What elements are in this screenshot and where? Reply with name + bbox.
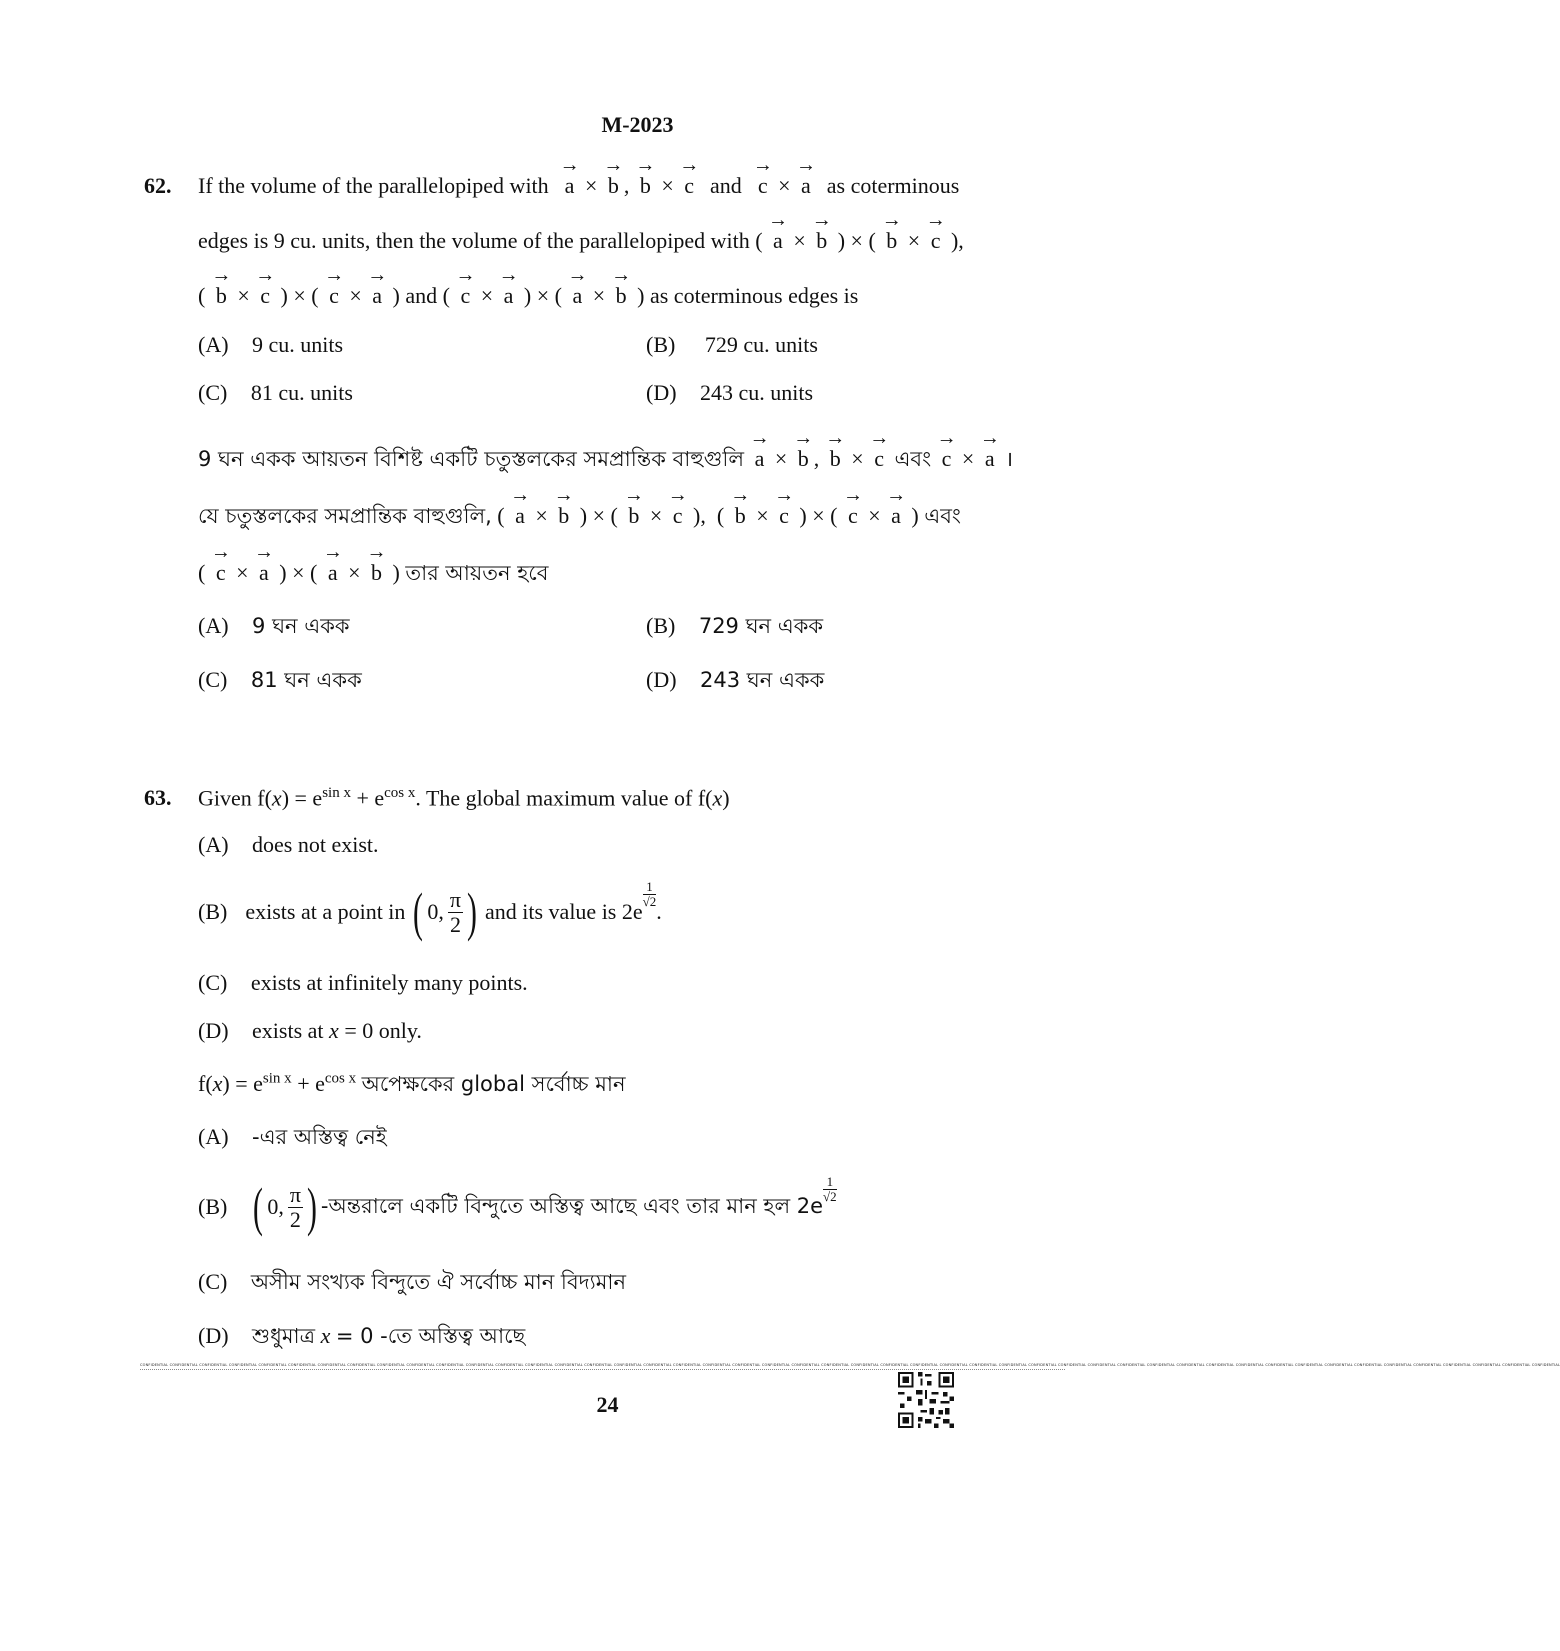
exponent: sin x	[262, 1070, 292, 1087]
var-x: x	[329, 1018, 339, 1043]
denominator: 2	[289, 1206, 301, 1232]
option-text: -এর অস্তিত্ব নেই	[252, 1125, 387, 1149]
var-x: x	[212, 1071, 223, 1096]
q63-text: + e	[291, 1071, 325, 1096]
q62-bn-danda: ।	[1005, 447, 1014, 471]
option-text: does not exist.	[252, 832, 379, 857]
exponent: cos x	[324, 1070, 357, 1087]
denominator: √2	[642, 893, 657, 909]
option-label: (D)	[198, 1018, 229, 1043]
q62-en-option-a	[198, 332, 343, 358]
vec-b: → b	[825, 446, 846, 472]
q62-en-line-2: edges is 9 cu. units, then the volume of the parallelopiped with ( → a × → b ) × ( → b × → c ),	[198, 228, 964, 254]
vec-a: → a	[254, 560, 274, 586]
vec-a: → a	[886, 503, 906, 529]
vec-c: → c	[668, 503, 688, 529]
q62-bn-text-3: তার আয়তন হবে	[405, 561, 549, 585]
numerator: 1	[823, 1175, 837, 1190]
vec-a: → a	[567, 283, 587, 309]
denominator: √2	[823, 1188, 837, 1204]
q62-bn-option-b	[646, 610, 823, 645]
vec-b: → b	[811, 228, 832, 254]
option-text: শুধুমাত্র	[252, 1324, 316, 1348]
q62-bn-line-2: যে চতুস্তলকের সমপ্রান্তিক বাহুগুলি, ( → a × → b ) × ( → b × → c ), ( → b × → c ) × ( → c × → a ) এবং	[198, 500, 961, 535]
q63-en-stem	[198, 785, 730, 811]
q63-text: ) = e	[222, 1071, 263, 1096]
paren-left: (	[253, 1177, 264, 1237]
q62-en-option-c	[198, 380, 353, 406]
option-label: (A)	[198, 832, 229, 857]
option-text: 9 cu. units	[252, 332, 344, 357]
option-text: 81 ঘন একক	[250, 668, 362, 692]
vec-c: → c	[774, 503, 794, 529]
period: .	[656, 899, 662, 924]
option-label: (D)	[198, 1323, 229, 1348]
paren-right: )	[306, 1177, 317, 1237]
vec-c: → c	[753, 173, 773, 199]
option-text: and its value is 2e	[485, 899, 643, 924]
option-text: 9 ঘন একক	[252, 614, 350, 638]
option-label: (A)	[198, 1124, 229, 1149]
vec-c: → c	[455, 283, 475, 309]
var-x: x	[271, 785, 282, 811]
q62-en-and: and	[710, 173, 742, 198]
vec-c: → c	[869, 446, 889, 472]
q62-en-text-4: as coterminous edges is	[649, 283, 859, 308]
vec-a: → a	[768, 228, 788, 254]
option-label: (C)	[198, 970, 228, 995]
option-label: (D)	[646, 667, 677, 692]
q63-bn-text: অপেক্ষকের global সর্বোচ্চ মান	[361, 1072, 626, 1096]
vec-b: → b	[635, 173, 656, 199]
q62-en-text-1: If the volume of the parallelopiped with	[198, 173, 549, 198]
q63-en-option-b	[198, 880, 662, 944]
q63-en-option-c	[198, 970, 528, 996]
q62-bn-ebong: এবং	[894, 447, 932, 471]
numerator: 1	[643, 880, 657, 895]
option-text: = 0 -তে অস্তিত্ব আছে	[335, 1324, 526, 1348]
vec-c: → c	[937, 446, 957, 472]
option-label: (B)	[646, 613, 676, 638]
q62-bn-text-1: 9 ঘন একক আয়তন বিশিষ্ট একটি চতুস্তলকের সমপ্রান্তিক বাহুগুলি	[198, 447, 745, 471]
vec-c: → c	[679, 173, 699, 199]
vec-b: → b	[623, 503, 644, 529]
vec-a: → a	[499, 283, 519, 309]
paren-right: )	[467, 882, 477, 942]
vec-a: → a	[510, 503, 530, 529]
exponent-fraction	[643, 880, 657, 908]
vec-b: → b	[211, 283, 232, 309]
option-text: exists at a point in	[245, 899, 406, 924]
q63-en-option-a	[198, 832, 379, 858]
q63-text: Given f(	[198, 785, 272, 811]
var-x: x	[712, 785, 723, 811]
vec-b: → b	[793, 446, 814, 472]
option-label: (D)	[646, 380, 677, 405]
q63-bn-option-a	[198, 1121, 387, 1156]
q62-bn-option-d	[646, 664, 824, 699]
option-label: (B)	[646, 332, 676, 357]
q63-text: )	[722, 785, 730, 811]
q62-bn-ebong: এবং	[924, 504, 961, 528]
vec-a: → a	[796, 173, 816, 199]
option-text: -অন্তরালে একটি বিন্দুতে অস্তিত্ব আছে এবং তার মান হল 2e	[320, 1193, 824, 1218]
vec-c: → c	[211, 560, 231, 586]
q62-bn-option-a	[198, 610, 350, 645]
vec-a: → a	[750, 446, 770, 472]
vec-b: → b	[611, 283, 632, 309]
q62-en-line-3: ( → b × → c ) × ( → c × → a ) and ( → c × → a ) × ( → a × → b ) as coterminous edges is	[198, 283, 858, 309]
q62-en-text-2: as coterminous	[826, 173, 960, 198]
option-label: (B)	[198, 899, 228, 924]
option-label: (C)	[198, 380, 228, 405]
q63-bn-option-d	[198, 1320, 525, 1355]
var-x: x	[320, 1323, 331, 1348]
option-text: 729 cu. units	[704, 332, 818, 357]
vec-a: → a	[560, 173, 580, 199]
vec-c: → c	[255, 283, 275, 309]
interval-zero: 0,	[267, 1194, 284, 1219]
q62-bn-line-1: 9 ঘন একক আয়তন বিশিষ্ট একটি চতুস্তলকের সমপ্রান্তিক বাহুগুলি → a × → b , → b × → c এবং → c × → a ।	[198, 443, 1013, 478]
interval-zero: 0,	[427, 899, 444, 924]
q63-bn-option-b	[198, 1175, 837, 1239]
q63-text: . The global maximum value of f(	[415, 785, 713, 811]
exponent-fraction	[823, 1175, 837, 1203]
numerator: π	[449, 887, 462, 913]
denominator: 2	[449, 911, 461, 937]
confidential-strip: CONFIDENTIAL CONFIDENTIAL CONFIDENTIAL CONFIDENTIAL CONFIDENTIAL CONFIDENTIAL CONFIDENTIAL CONFIDENTIAL CONFIDENTIAL CONFIDENTIAL CONFIDENTIAL CONFIDENTIAL CONFIDENTIAL CONFIDENTIAL CONFIDENTIAL CONFIDENTIAL CONFIDENTIAL CONFIDENTIAL CONFIDENTIAL CONFIDENTIAL CONFIDENTIAL CONFIDENTIAL CONFIDENTIAL CONFIDENTIAL CONFIDENTIAL CONFIDENTIAL CONFIDENTIAL CONFIDENTIAL CONFIDENTIAL CONFIDENTIAL CONFIDENTIAL CONFIDENTIAL CONFIDENTIAL CONFIDENTIAL CONFIDENTIAL CONFIDENTIAL CONFIDENTIAL CONFIDENTIAL CONFIDENTIAL CONFIDENTIAL CONFIDENTIAL CONFIDENTIAL CONFIDENTIAL CONFIDENTIAL CONFIDENTIAL CONFIDENTIAL CONFIDENTIAL CONFIDENTIAL	[140, 1363, 1065, 1370]
vec-b: → b	[553, 503, 574, 529]
q63-en-option-d	[198, 1018, 422, 1044]
vec-a: → a	[980, 446, 1000, 472]
option-text: exists at infinitely many points.	[250, 970, 528, 995]
vec-b: → b	[603, 173, 624, 199]
q62-en-option-b	[646, 332, 818, 358]
vec-b: → b	[881, 228, 902, 254]
q63-text: f(	[198, 1071, 213, 1096]
option-text: 729 ঘন একক	[698, 614, 824, 638]
q62-bn-text-2: যে চতুস্তলকের সমপ্রান্তিক বাহুগুলি,	[198, 504, 492, 528]
option-text: 243 cu. units	[700, 380, 814, 405]
vec-a: → a	[367, 283, 387, 309]
option-label: (C)	[198, 667, 228, 692]
option-text: = 0 only.	[344, 1018, 422, 1043]
q62-bn-line-3: ( → c × → a ) × ( → a × → b ) তার আয়তন হবে	[198, 557, 548, 592]
q63-text: + e	[350, 785, 385, 811]
q62-en-and: and	[405, 283, 438, 308]
vec-c: → c	[926, 228, 946, 254]
option-label: (B)	[198, 1194, 228, 1219]
q63-text: ) = e	[281, 785, 323, 811]
vec-a: → a	[323, 560, 343, 586]
qr-code-icon	[898, 1372, 954, 1428]
exponent: cos x	[384, 785, 416, 801]
question-number-62: 62.	[144, 173, 172, 198]
page-number: 24	[596, 1392, 619, 1417]
option-text: 243 ঘন একক	[700, 668, 825, 692]
q63-bn-option-c	[198, 1266, 626, 1301]
exponent: sin x	[322, 785, 351, 801]
page-header-code: M-2023	[601, 112, 674, 137]
option-text: 81 cu. units	[250, 380, 353, 405]
vec-b: → b	[366, 560, 387, 586]
option-label: (C)	[198, 1269, 228, 1294]
numerator: π	[289, 1182, 301, 1208]
question-number-63: 63.	[144, 785, 172, 810]
q62-bn-option-c	[198, 664, 362, 699]
paren-left: (	[413, 882, 424, 942]
option-text: exists at	[252, 1018, 324, 1043]
vec-c: → c	[843, 503, 863, 529]
option-text: অসীম সংখ্যক বিন্দুতে ঐ সর্বোচ্চ মান বিদ্যমান	[250, 1270, 627, 1294]
option-label: (A)	[198, 613, 229, 638]
q62-en-option-d	[646, 380, 813, 406]
vec-b: → b	[730, 503, 751, 529]
q62-en-line-1: If the volume of the parallelopiped with → a × → b , → b × → c and → c × → a as coterminous	[198, 173, 1068, 199]
fraction-pi-over-2	[448, 888, 463, 935]
q62-en-text-3: edges is 9 cu. units, then the volume of the parallelopiped with	[198, 228, 750, 253]
option-label: (A)	[198, 332, 229, 357]
q63-bn-stem	[198, 1068, 625, 1103]
vec-c: → c	[324, 283, 344, 309]
fraction-pi-over-2	[288, 1183, 303, 1230]
